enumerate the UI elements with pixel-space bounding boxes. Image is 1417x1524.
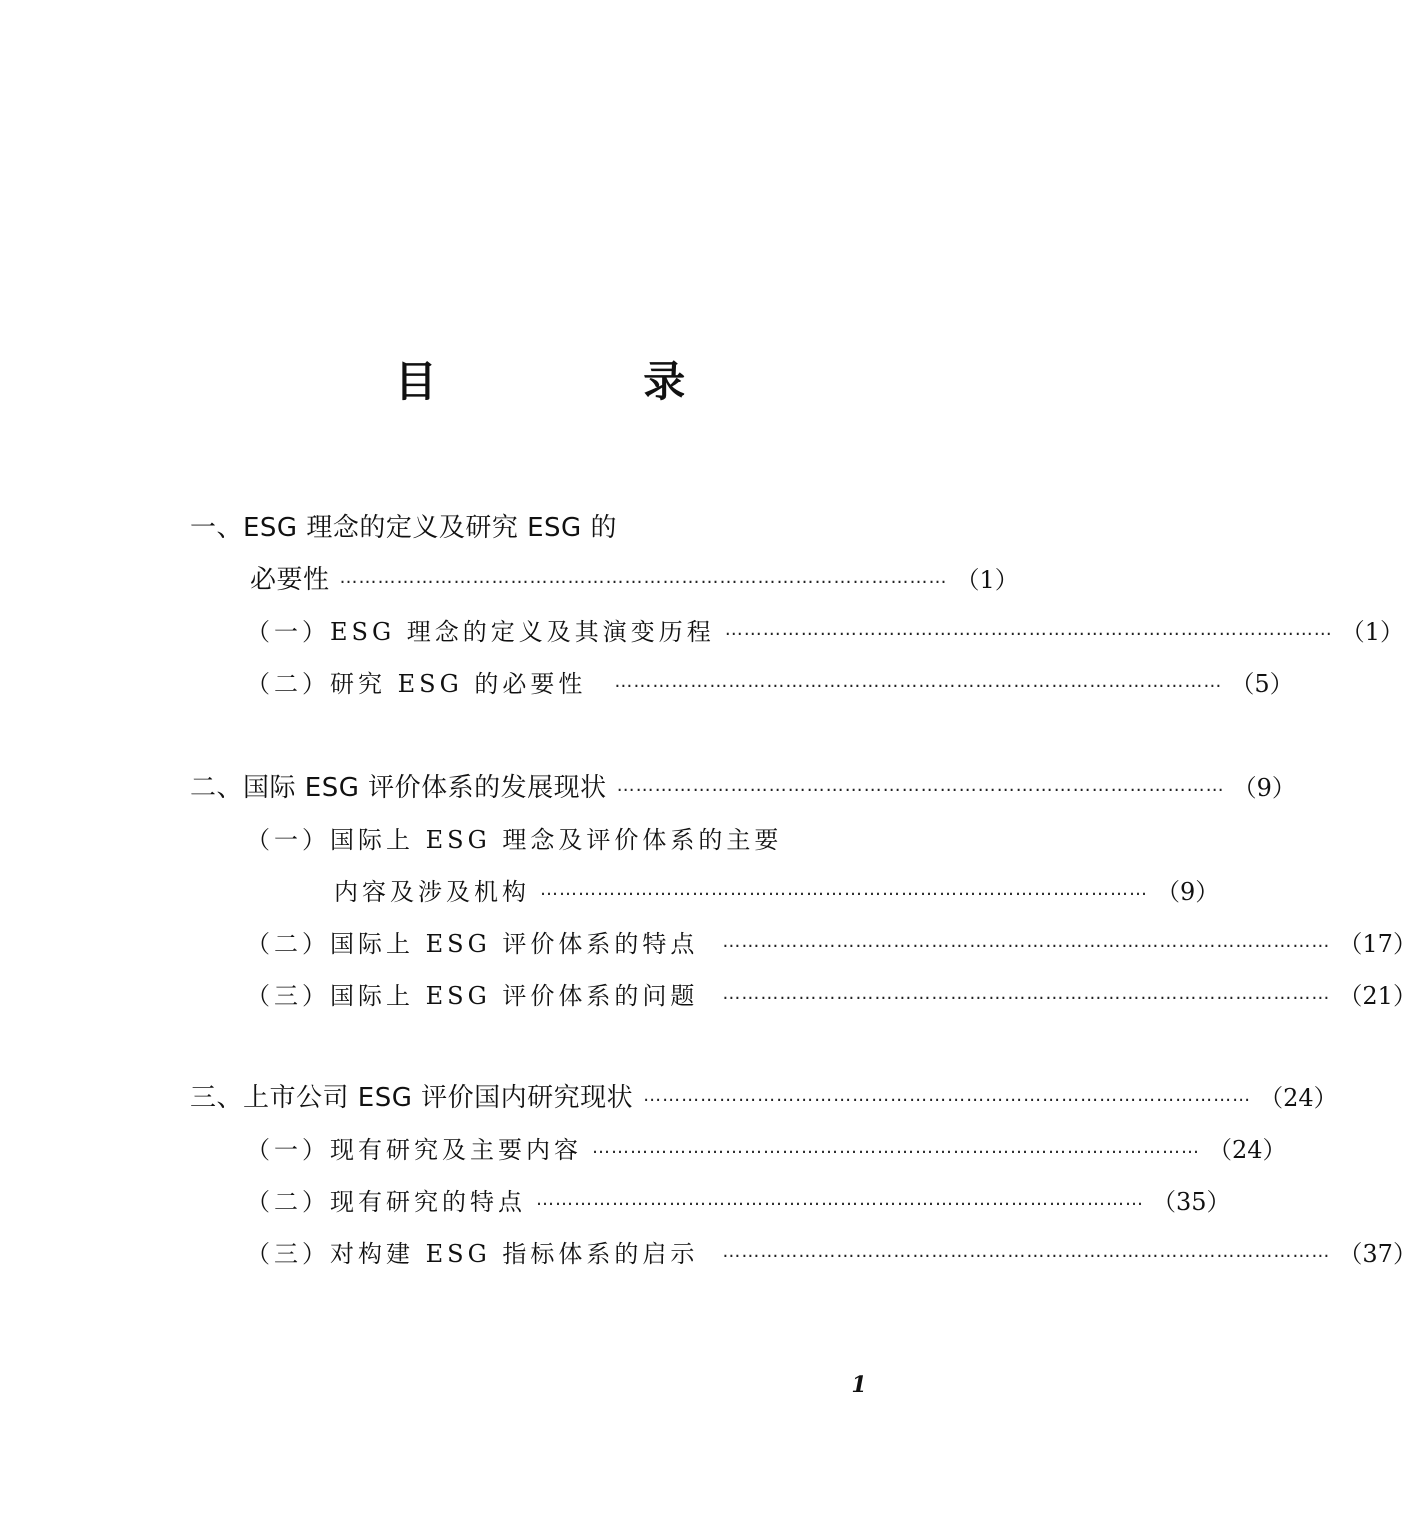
page-number: 35 [1176, 1188, 1207, 1216]
toc-chapter-3[interactable] [190, 1076, 1338, 1120]
paren-open: （ [1230, 670, 1255, 698]
paren-close: ） [1313, 1084, 1338, 1112]
toc-entry-text: （三）对构建 ESG 指标体系的启示 [246, 1240, 699, 1268]
toc-entry-text: （二）国际上 ESG 评价体系的特点 [246, 930, 699, 958]
toc-section-1-2[interactable] [246, 662, 1294, 706]
toc-entry-text: 一、ESG 理念的定义及研究 ESG 的 [190, 513, 617, 543]
page-number: 5 [1254, 670, 1270, 698]
paren-close: ） [1392, 982, 1417, 1010]
paren-close: ） [1269, 670, 1294, 698]
toc-entry-text: 三、上市公司 ESG 评价国内研究现状 [190, 1083, 634, 1113]
page-number: 37 [1362, 1240, 1393, 1268]
dot-leader: …………………………………………………………………………………… [540, 879, 1148, 900]
paren-close: ） [1271, 774, 1296, 802]
paren-open: （ [1338, 930, 1363, 958]
paren-open: （ [1156, 878, 1180, 906]
page-ref [1338, 1232, 1417, 1276]
toc-chapter-1-heading[interactable] [190, 506, 880, 550]
toc-entry-text: 二、国际 ESG 评价体系的发展现状 [190, 773, 607, 803]
page-ref [1338, 922, 1417, 966]
paren-open: （ [1338, 982, 1363, 1010]
page-number: 1 [1364, 618, 1381, 646]
paren-close: ） [994, 566, 1019, 594]
dot-leader: …………………………………………………………………………………… [722, 1241, 1331, 1262]
dot-leader: …………………………………………………………………………………… [722, 983, 1331, 1004]
dot-leader: …………………………………………………………………………………… [339, 567, 948, 588]
dot-leader: …………………………………………………………………………………… [536, 1189, 1144, 1210]
paren-open: （ [1208, 1136, 1232, 1164]
toc-chapter-2[interactable] [190, 766, 1296, 810]
dot-leader: …………………………………………………………………………………… [722, 931, 1331, 952]
page-number: 9 [1180, 878, 1196, 906]
paren-open: （ [1152, 1188, 1176, 1216]
toc-section-3-3[interactable] [246, 1232, 1417, 1276]
page-number: 24 [1283, 1084, 1314, 1112]
page-ref [1156, 870, 1219, 914]
page-ref [1208, 1128, 1287, 1172]
toc-section-3-1[interactable] [246, 1128, 1287, 1172]
paren-open: （ [1232, 774, 1257, 802]
paren-open: （ [1338, 1240, 1363, 1268]
paren-open: （ [1340, 618, 1365, 646]
page-ref [956, 558, 1019, 602]
page-title: 目 录 [394, 357, 782, 406]
paren-close: ） [1262, 1136, 1287, 1164]
paren-close: ） [1380, 618, 1405, 646]
page-number: 17 [1362, 930, 1393, 958]
paren-open: （ [1259, 1084, 1284, 1112]
page-ref [1341, 610, 1404, 654]
dot-leader: …………………………………………………………………………………… [616, 775, 1225, 796]
paren-close: ） [1392, 930, 1417, 958]
dot-leader: …………………………………………………………………………………… [643, 1085, 1252, 1106]
toc-section-3-2[interactable] [246, 1180, 1231, 1224]
page-ref [1152, 1180, 1231, 1224]
toc-entry-text: （一）国际上 ESG 理念及评价体系的主要 [246, 826, 783, 854]
page-number: 21 [1362, 982, 1393, 1010]
paren-open: （ [955, 566, 980, 594]
toc-entry-text: 内容及涉及机构 [334, 878, 530, 906]
toc-section-2-1-heading[interactable] [246, 818, 880, 862]
page-ref [1338, 974, 1417, 1018]
dot-leader: …………………………………………………………………………………… [592, 1137, 1200, 1158]
page-folio-number: 1 [851, 1372, 867, 1398]
toc-section-2-2[interactable] [246, 922, 1417, 966]
page-ref [1259, 1076, 1338, 1120]
page-number: 1 [979, 566, 995, 594]
toc-entry-text: 必要性 [250, 565, 330, 595]
toc-entry-text: （三）国际上 ESG 评价体系的问题 [246, 982, 699, 1010]
toc-entry-text: （一）ESG 理念的定义及其演变历程 [246, 618, 715, 646]
toc-entry-text: （二）研究 ESG 的必要性 [246, 670, 587, 698]
toc-entry-text: （二）现有研究的特点 [246, 1188, 526, 1216]
page-ref [1233, 766, 1296, 810]
toc-chapter-1[interactable] [250, 558, 1019, 602]
toc-entry-text: （一）现有研究及主要内容 [246, 1136, 582, 1164]
page-number: 9 [1256, 774, 1272, 802]
toc-section-2-3[interactable] [246, 974, 1417, 1018]
dot-leader: …………………………………………………………………………………… [614, 671, 1223, 692]
toc-section-1-1[interactable] [246, 610, 1405, 654]
toc-section-2-1[interactable] [334, 870, 1220, 914]
page-ref [1230, 662, 1293, 706]
dot-leader: …………………………………………………………………………………… [724, 619, 1333, 640]
paren-close: ） [1195, 878, 1220, 906]
page-number: 24 [1232, 1136, 1263, 1164]
paren-close: ） [1206, 1188, 1231, 1216]
paren-close: ） [1392, 1240, 1417, 1268]
